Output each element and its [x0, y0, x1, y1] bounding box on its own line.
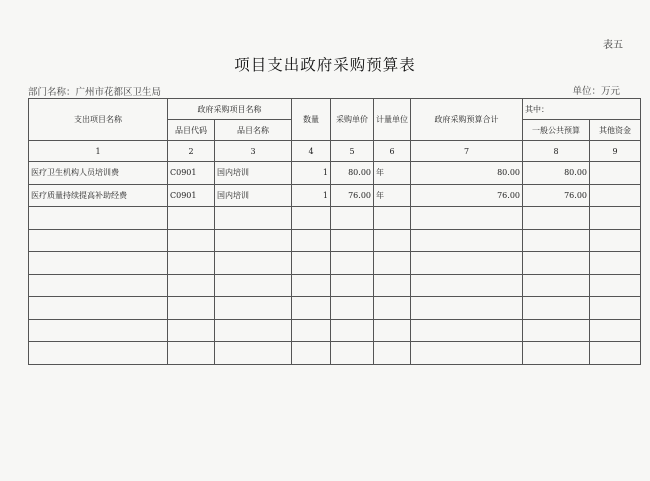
cell-item-code: C0901: [168, 162, 215, 185]
header-other-funds: 其他资金: [590, 120, 641, 141]
cell-quantity: 1: [292, 162, 331, 185]
cell-unit-price: 76.00: [331, 184, 374, 207]
header-item-code: 品目代码: [168, 120, 215, 141]
cell-measure-unit: 年: [374, 162, 411, 185]
cell-other-funds: [590, 184, 641, 207]
empty-row: [29, 274, 641, 297]
header-item-name: 品目名称: [215, 120, 292, 141]
cell-unit-price: 80.00: [331, 162, 374, 185]
empty-row: [29, 297, 641, 320]
empty-row: [29, 229, 641, 252]
table-number-label: 表五: [603, 40, 623, 51]
cell-project: 医疗卫生机构人员培训费: [29, 162, 168, 185]
cell-other-funds: [590, 162, 641, 185]
cell-item-name: 国内培训: [215, 184, 292, 207]
header-project: 支出项目名称: [29, 99, 168, 141]
column-number: 1: [29, 141, 168, 162]
column-number: 5: [331, 141, 374, 162]
header-procurement-group: 政府采购项目名称: [168, 99, 292, 120]
cell-general-budget: 76.00: [523, 184, 590, 207]
cell-total: 80.00: [411, 162, 523, 185]
empty-row: [29, 207, 641, 230]
department-label: 部门名称：广州市花都区卫生局: [28, 87, 162, 98]
column-number: 8: [523, 141, 590, 162]
cell-general-budget: 80.00: [523, 162, 590, 185]
header-of-which: 其中：: [523, 99, 641, 120]
cell-project: 医疗质量持续提高补助经费: [29, 184, 168, 207]
column-number: 4: [292, 141, 331, 162]
page-title: 项目支出政府采购预算表: [234, 56, 416, 74]
cell-item-code: C0901: [168, 184, 215, 207]
header-quantity: 数量: [292, 99, 331, 141]
column-number: 2: [168, 141, 215, 162]
column-number: 6: [374, 141, 411, 162]
procurement-budget-table: [28, 98, 641, 365]
column-number: 7: [411, 141, 523, 162]
header-general-budget: 一般公共预算: [523, 120, 590, 141]
header-unit-price: 采购单价: [331, 99, 374, 141]
table-row: [29, 162, 641, 185]
cell-total: 76.00: [411, 184, 523, 207]
column-number: 9: [590, 141, 641, 162]
header-total: 政府采购预算合计: [411, 99, 523, 141]
empty-row: [29, 319, 641, 342]
empty-row: [29, 342, 641, 365]
column-number: 3: [215, 141, 292, 162]
column-number-row: [29, 141, 641, 162]
cell-quantity: 1: [292, 184, 331, 207]
cell-measure-unit: 年: [374, 184, 411, 207]
unit-label: 单位：万元: [572, 86, 620, 97]
header-measure-unit: 计量单位: [374, 99, 411, 141]
table-row: [29, 184, 641, 207]
cell-item-name: 国内培训: [215, 162, 292, 185]
empty-row: [29, 252, 641, 275]
